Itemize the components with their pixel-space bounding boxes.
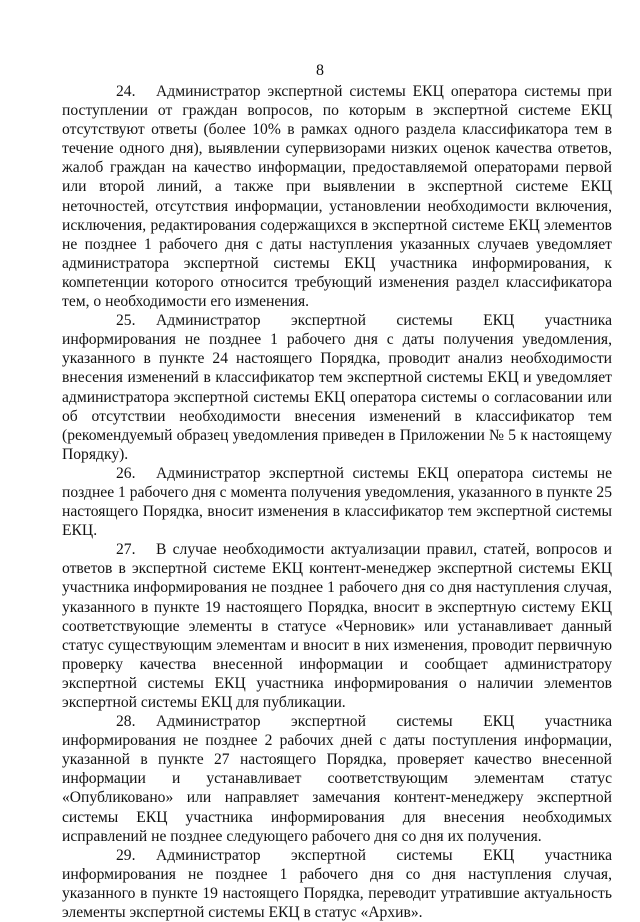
paragraph-24: [62, 82, 612, 311]
paragraph-26: [62, 464, 612, 540]
paragraph-number: 24.: [116, 83, 136, 100]
page-number: 8: [316, 62, 324, 79]
paragraph-text: Администратор экспертной системы ЕКЦ оператора системы не позднее 1 рабочего дня с момента получения уведомления, указанного в пункте 25 настоящего Порядка, вносит изменения в классификатор тем экспертной системы ЕКЦ.: [62, 464, 612, 540]
paragraph-text: Администратор экспертной системы ЕКЦ участника информирования не позднее 2 рабочих дней с даты поступления информации, указанной в пункте 27 настоящего Порядка, проверяет качество внесенной информации и устанавливает соответствующим элементам статус «Опубликовано» или направляет замечания контент-менеджеру экспертной системы ЕКЦ участника информирования для внесения необходимых исправлений не позднее следующего рабочего дня со дня их получения.: [62, 713, 612, 845]
paragraph-number: 27.: [116, 541, 136, 559]
paragraph-number: 29.: [116, 846, 136, 864]
paragraph-29: [62, 846, 612, 922]
paragraph-25: [62, 311, 612, 464]
paragraph-number: 25.: [116, 312, 136, 330]
paragraph-text: В случае необходимости актуализации правил, статей, вопросов и ответов в экспертной системе ЕКЦ контент-менеджер экспертной системы ЕКЦ участника информирования не позднее 1 рабочего дня со дня наступления случая, указанного в пункте 19 настоящего Порядка, вносит в экспертную систему ЕКЦ соответствующие элементы в статусе «Черновик» или устанавливает данный статус существующим элементам и вносит в них изменения, проводит первичную проверку качества внесенной информации и сообщает администратору экспертной системы ЕКЦ участника информирования о наличии элементов экспертной системы ЕКЦ для публикации.: [62, 541, 612, 711]
paragraph-27: [62, 540, 612, 712]
paragraph-number: 26.: [116, 464, 136, 482]
document-body: [62, 82, 612, 922]
paragraph-28: [62, 712, 612, 846]
paragraph-text: Администратор экспертной системы ЕКЦ участника информирования не позднее 1 рабочего дня с даты получения уведомления, указанного в пункте 24 настоящего Порядка, проводит анализ необходимости внесения изменений в классификатор тем экспертной системы ЕКЦ и уведомляет администратора экспертной системы ЕКЦ оператора системы о согласовании или об отсутствии необходимости внесения изменений в классификатор тем (рекомендуемый образец уведомления приведен в Приложении № 5 к настоящему Порядку).: [62, 312, 612, 463]
paragraph-text: Администратор экспертной системы ЕКЦ участника информирования не позднее 1 рабочего дня со дня наступления случая, указанного в пункте 19 настоящего Порядка, переводит утратившие актуальность элементы экспертной системы ЕКЦ в статус «Архив».: [62, 846, 612, 922]
paragraph-number: 28.: [116, 713, 136, 731]
paragraph-text: Администратор экспертной системы ЕКЦ оператора системы при поступлении от граждан вопросов, по которым в экспертной системе ЕКЦ отсутствуют ответы (более 10% в рамках одного раздела классификатора тем в течение одного дня), выявлении супервизорами низких оценок качества ответов, жалоб граждан на качество информации, предоставляемой операторами первой или второй линий, а также при выявлении в экспертной системе ЕКЦ неточностей, отсутствия информации, установлении необходимости включения, исключения, редактирования содержащихся в экспертной системе ЕКЦ элементов не позднее 1 рабочего дня с даты наступления указанных случаев уведомляет администратора экспертной системы ЕКЦ участника информирования, к компетенции которого относится требующий изменения раздел классификатора тем, о необходимости его изменения.: [62, 83, 612, 311]
